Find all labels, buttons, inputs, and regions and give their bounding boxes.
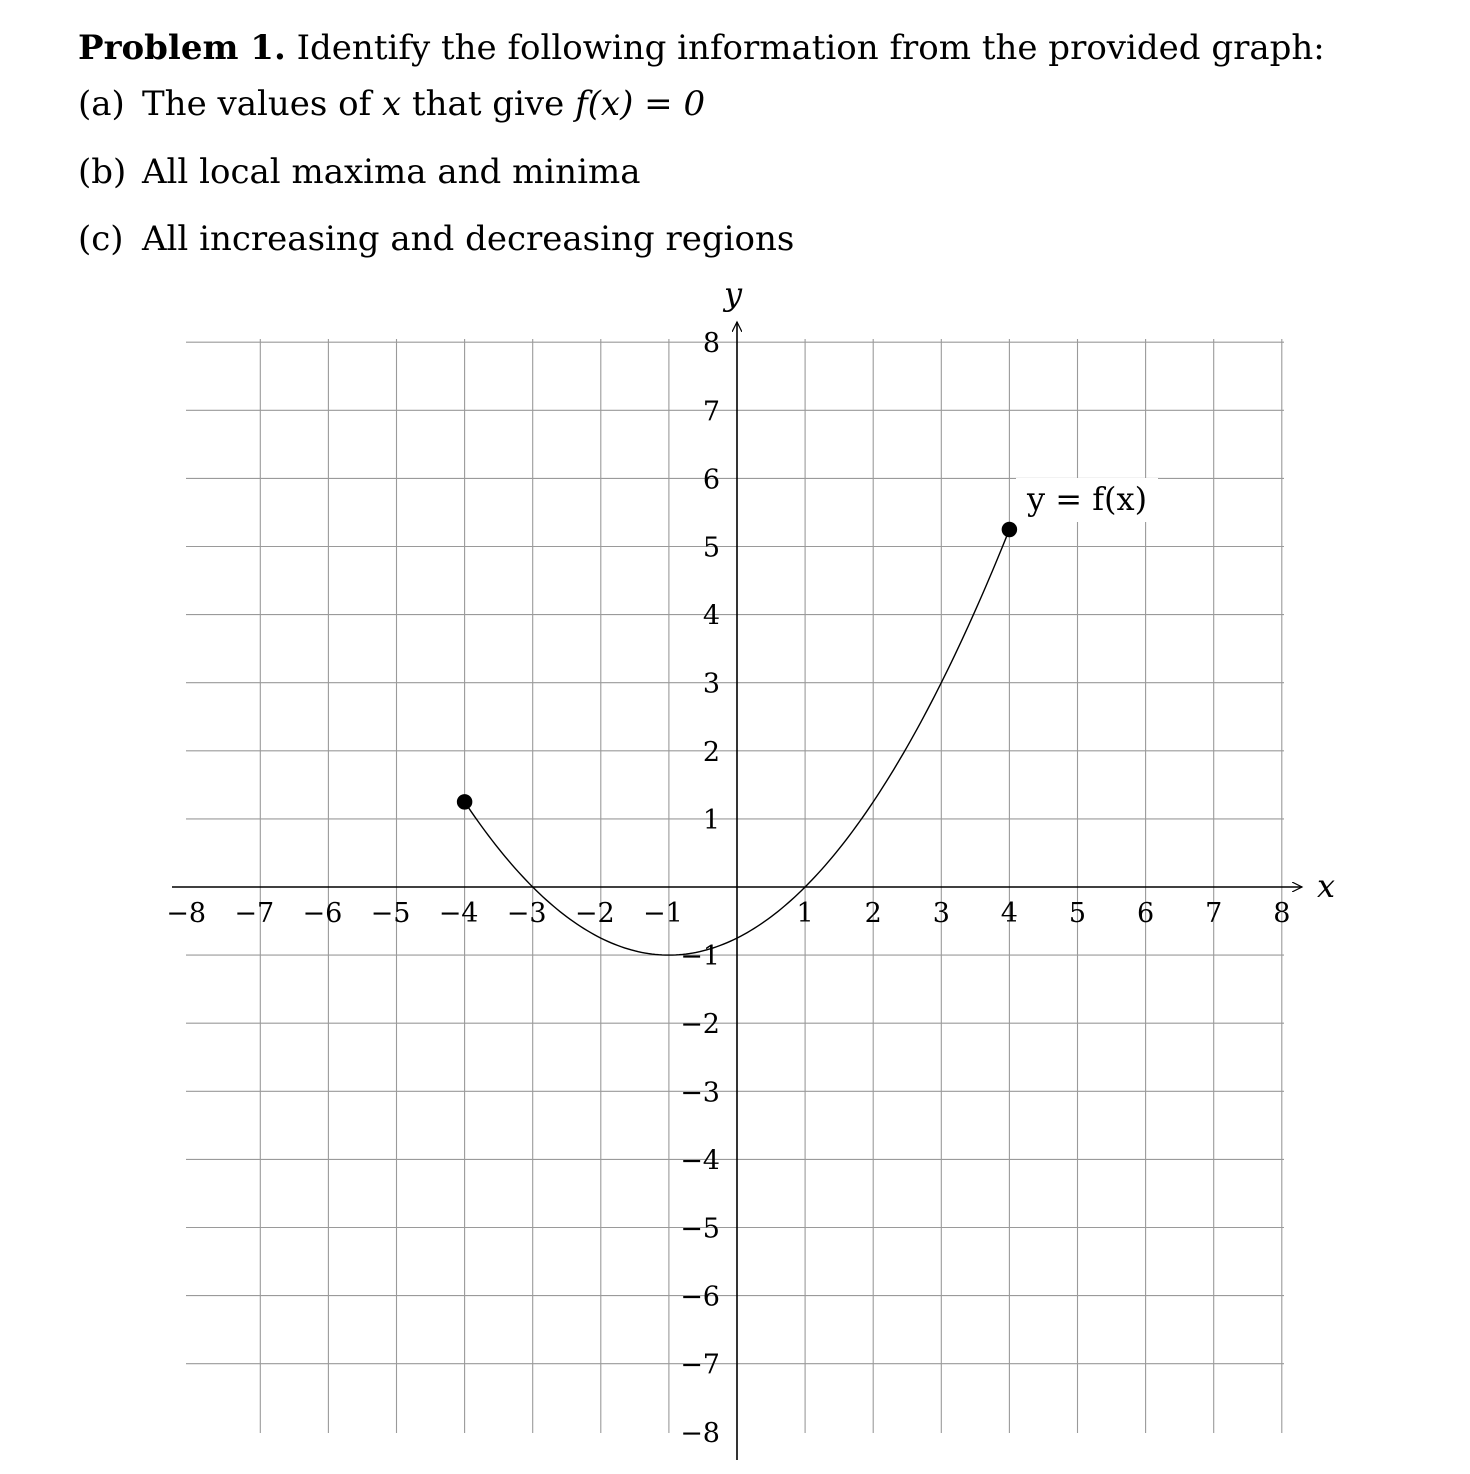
y-tick-label: −2 xyxy=(680,1009,720,1041)
x-tick-label: 3 xyxy=(932,898,950,929)
curve-label: y = f(x) xyxy=(1026,480,1148,518)
part-a-var: x xyxy=(382,84,402,124)
y-tick-label: −1 xyxy=(680,941,720,973)
y-tick-label: −6 xyxy=(680,1281,720,1313)
y-tick-label: −8 xyxy=(680,1417,720,1449)
part-a-label: (a) xyxy=(78,84,125,124)
x-tick-label: 2 xyxy=(864,898,882,929)
x-tick-label: −1 xyxy=(642,898,683,929)
y-tick-label: −7 xyxy=(680,1349,720,1381)
x-tick-label: 5 xyxy=(1068,898,1087,929)
x-tick-label: −6 xyxy=(302,898,343,929)
part-b-text: All local maxima and minima xyxy=(142,152,641,192)
part-a-text-before: The values of xyxy=(142,84,382,124)
y-axis-label: y xyxy=(723,275,743,313)
y-tick-label: 3 xyxy=(702,668,720,700)
part-c-text: All increasing and decreasing regions xyxy=(142,219,795,259)
left-endpoint xyxy=(458,795,472,809)
y-tick-label: −3 xyxy=(680,1077,720,1109)
x-tick-label: −3 xyxy=(506,898,547,929)
x-tick-label: 6 xyxy=(1137,898,1155,929)
y-tick-label: 6 xyxy=(702,464,720,496)
x-tick-label: 4 xyxy=(1000,898,1018,929)
x-tick-label: −5 xyxy=(370,898,411,929)
y-tick-label: 5 xyxy=(702,532,720,564)
annotations xyxy=(722,275,1335,905)
part-c-label: (c) xyxy=(78,219,124,259)
part-b-label: (b) xyxy=(78,152,127,192)
x-axis-label: x xyxy=(1316,867,1336,905)
problem-prompt: Identify the following information from the provided graph: xyxy=(296,28,1325,68)
x-tick-label: 8 xyxy=(1273,898,1291,929)
y-tick-label: 7 xyxy=(702,396,720,428)
x-tick-label: −4 xyxy=(438,898,479,929)
y-tick-label: 8 xyxy=(702,328,720,360)
x-tick-label: −8 xyxy=(166,898,207,929)
x-tick-label: −7 xyxy=(234,898,275,929)
y-tick-label: 1 xyxy=(702,804,720,836)
x-tick-label: 7 xyxy=(1205,898,1223,929)
x-tick-label: 1 xyxy=(796,898,814,929)
right-endpoint xyxy=(1002,522,1016,536)
y-tick-label: −5 xyxy=(680,1213,720,1245)
y-tick-label: 4 xyxy=(702,600,720,632)
part-a-math: f(x) = 0 xyxy=(575,84,706,124)
x-tick-label: −2 xyxy=(574,898,615,929)
part-a-text-after: that give xyxy=(401,84,576,124)
y-tick-label: −4 xyxy=(680,1145,720,1177)
problem-title: Problem 1. xyxy=(78,28,286,68)
y-tick-label: 2 xyxy=(702,736,720,768)
